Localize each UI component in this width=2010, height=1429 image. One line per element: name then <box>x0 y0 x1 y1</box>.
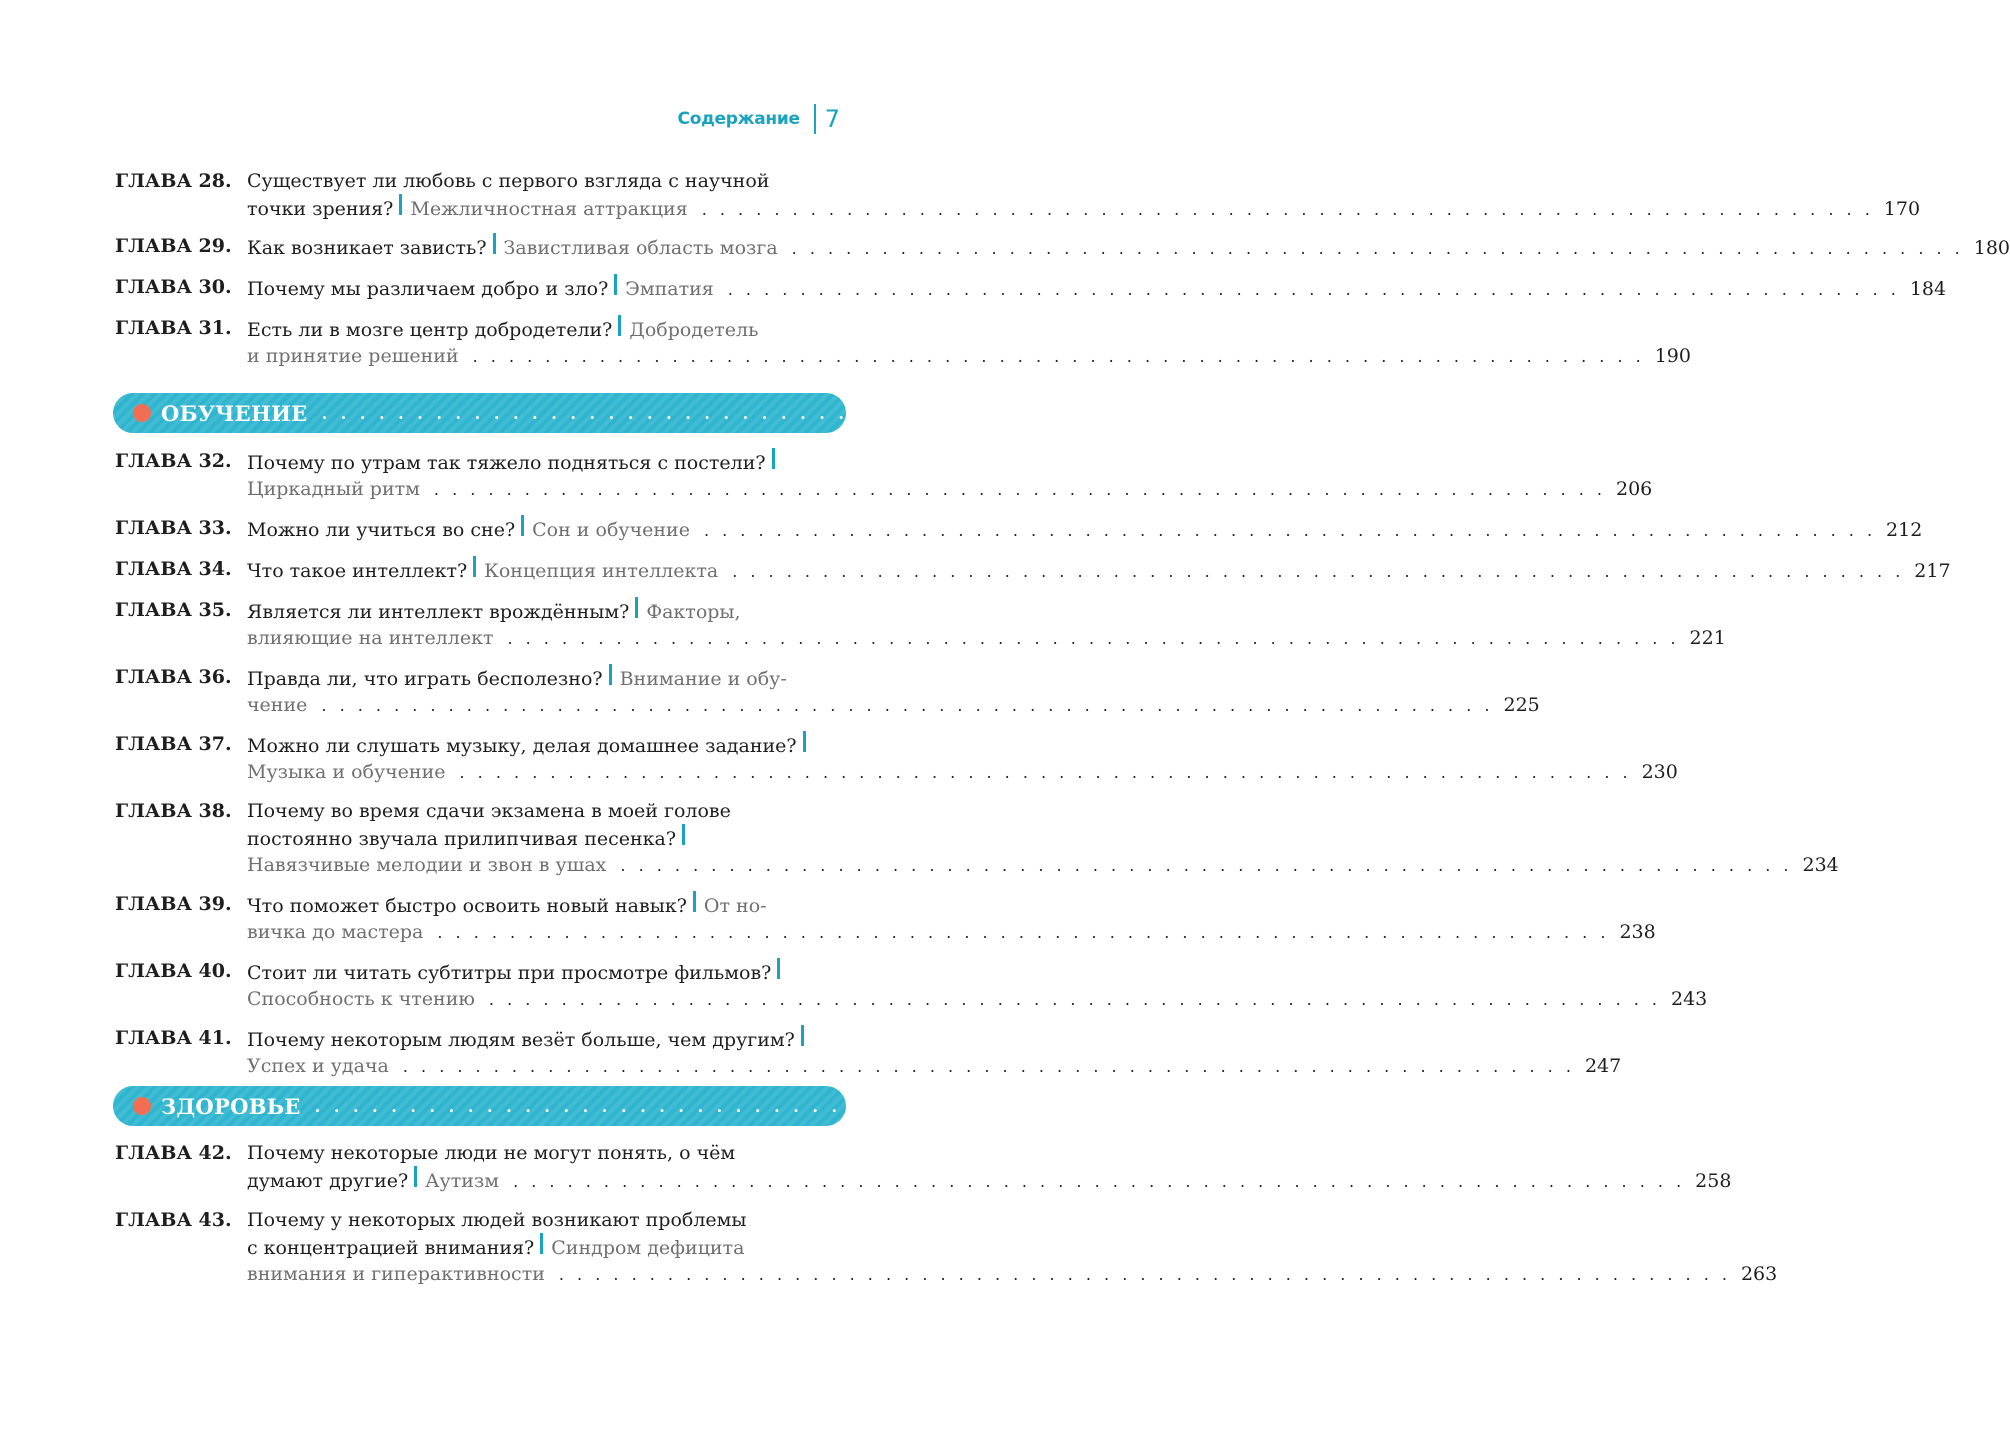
chapter-question: Почему у некоторых людей возникают проблемы <box>247 1209 747 1231</box>
dot-leader: . . . . . . . . . . . . . . . . . . . . . . . . . . . . . . . . . . . . . . . . . . . . . . . . . . . . . . . . . . . . . . . . . <box>459 763 1632 782</box>
dot-leader: . . . . . . . . . . . . . . . . . . . . . . . . . . . . . . . . . . . . . . . . . . . . . . . . . . . . . . . . . . . . . . . . . <box>701 200 1874 219</box>
chapter-question: Почему во время сдачи экзамена в моей голове <box>247 800 731 822</box>
toc-entry-30[interactable] <box>115 274 1947 303</box>
chapter-label: ГЛАВА 29. <box>115 235 232 257</box>
chapter-page: 263 <box>1740 1263 1778 1285</box>
chapter-question: Существует ли любовь с первого взгляда с научной <box>247 170 770 192</box>
chapter-question: Почему некоторые люди не могут понять, о чём <box>247 1142 736 1164</box>
section-title-health: ЗДОРОВЬЕ <box>161 1093 301 1119</box>
chapter-label: ГЛАВА 31. <box>115 317 232 339</box>
toc-entry-34[interactable] <box>115 556 1951 585</box>
chapter-label: ГЛАВА 32. <box>115 450 232 472</box>
chapter-topic: Циркадный ритм <box>247 478 420 500</box>
toc-entry-31[interactable] <box>115 315 1691 370</box>
chapter-topic-cont: чение <box>247 694 308 716</box>
chapter-question: Почему некоторым людям везёт больше, чем другим? <box>247 1029 795 1051</box>
section-title: Содержание <box>677 109 800 129</box>
dot-leader: . . . . . . . . . . . . . . . . . . . . . . . . . . . . . . . . . . . . . . . . . . . . . . . . . . . . . . . . . . . . . . . . . <box>558 1265 1731 1284</box>
topic-separator <box>473 556 476 577</box>
topic-separator <box>493 233 496 254</box>
dot-leader: . . . . . . . . . . . . . . . . . . . . . . . . . . . . . . . . . . . . . . . . . . . . . . . . . . . . . . . . . . . . . . . . . <box>472 347 1645 366</box>
chapter-label: ГЛАВА 42. <box>115 1142 232 1164</box>
chapter-label: ГЛАВА 40. <box>115 960 232 982</box>
chapter-label: ГЛАВА 35. <box>115 599 232 621</box>
chapter-topic: Добродетель <box>629 319 759 341</box>
chapter-topic: Аутизм <box>425 1170 500 1192</box>
chapter-label: ГЛАВА 38. <box>115 800 232 822</box>
dot-leader: . . . . . . . . . . . . . . . . . . . . . . . . . . . . . . . . . . . . . . . . . . . . . . . . . . . . . . . . . . . . . . . . . <box>513 1172 1686 1191</box>
topic-separator <box>772 448 775 469</box>
topic-separator <box>399 194 402 215</box>
dot-leader: . . . . . . . . . . . . . . . . . . . . . . . . . . . . . . . . . . . . . . . . . . . . . . . . . . . . . . . . . . . . . . . . . <box>402 1057 1575 1076</box>
chapter-question: Почему мы различаем добро и зло? <box>247 278 609 300</box>
section-dot-icon <box>133 404 151 422</box>
section-dot-icon <box>133 1097 151 1115</box>
section-page-learning: 205 <box>1568 400 1612 426</box>
toc-entry-43[interactable] <box>115 1207 1778 1288</box>
dot-leader: . . . . . . . . . . . . . . . . . . . . . . . . . . . . . . . . . . . . . . . . . . . . . . . . . . . . . . . . . . . . . . . . . <box>433 480 1606 499</box>
chapter-topic-cont: влияющие на интеллект <box>247 627 494 649</box>
section-bar-learning[interactable] <box>113 393 1612 433</box>
toc-entry-35[interactable] <box>115 597 1726 652</box>
chapter-page: 225 <box>1503 694 1540 716</box>
dot-leader: . . . . . . . . . . . . . . . . . . . . . . . . . . . . . . . . . . . . . . . . . . . . . . . . . . . . . . . . . . . . . . . . . <box>727 280 1900 299</box>
chapter-question-cont: точки зрения? <box>247 198 394 220</box>
toc-entry-37[interactable] <box>115 731 1678 786</box>
chapter-question: Как возникает зависть? <box>247 237 487 259</box>
chapter-question-cont: с концентрацией внимания? <box>247 1237 535 1259</box>
dot-leader: . . . . . . . . . . . . . . . . . . . . . . . . . . . . . . . . . . . . . . . . . . . . . . . . . . . . . . . . . . . . . . . . . <box>791 239 1964 258</box>
chapter-topic: Успех и удача <box>247 1055 389 1077</box>
chapter-question: Можно ли учиться во сне? <box>247 519 516 541</box>
dot-leader: . . . . . . . . . . . . . . . . . . . . . . . . . . . . . . . . . . . . . . . . . . . . . . . . . . . . . . . . . . . . . . . . . <box>321 696 1494 715</box>
section-title-learning: ОБУЧЕНИЕ <box>161 400 308 426</box>
chapter-question: Что поможет быстро освоить новый навык? <box>247 895 687 917</box>
chapter-page: 238 <box>1619 921 1656 943</box>
chapter-label: ГЛАВА 36. <box>115 666 232 688</box>
chapter-topic: Навязчивые мелодии и звон в ушах <box>247 854 607 876</box>
toc-entry-42[interactable] <box>115 1140 1732 1195</box>
toc-entry-41[interactable] <box>115 1025 1622 1080</box>
chapter-question: Стоит ли читать субтитры при просмотре фильмов? <box>247 962 772 984</box>
chapter-topic: Концепция интеллекта <box>484 560 719 582</box>
dot-leader: . . . . . . . . . . . . . . . . . . . . . . . . . . . . . . . . . . . . . . . . . . . . . . . . . . . . . . . . . . . . . . . . . <box>732 562 1905 581</box>
chapter-label: ГЛАВА 34. <box>115 558 232 580</box>
chapter-page: 230 <box>1641 761 1678 783</box>
chapter-question-cont: постоянно звучала прилипчивая песенка? <box>247 828 677 850</box>
toc-entry-33[interactable] <box>115 515 1923 544</box>
chapter-label: ГЛАВА 41. <box>115 1027 232 1049</box>
dot-leader: . . . . . . . . . . . . . . . . . . . . . . . . . . . . . . . . . . . . . . . . . . . . . . . . . . . . . . . . . . . . . . . . . <box>437 923 1610 942</box>
toc-entry-29[interactable] <box>115 233 2010 262</box>
topic-separator <box>414 1166 417 1187</box>
toc-entry-32[interactable] <box>115 448 1653 503</box>
dot-leader: . . . . . . . . . . . . . . . . . . . . . . . . . . . . . . . . . . . . . . . . . . . . . . . . . . . . . . . . . . . . . . . . . <box>488 990 1661 1009</box>
chapter-topic-cont: и принятие решений <box>247 345 459 367</box>
chapter-page: 206 <box>1616 478 1653 500</box>
chapter-page: 212 <box>1886 519 1923 541</box>
chapter-topic: Синдром дефицита <box>551 1237 745 1259</box>
dot-leader: . . . . . . . . . . . . . . . . . . . . . . . . . . . . . . . . . . . . . . . . . . . . . . . . . . . . . . . . . . . . . . . . . <box>507 629 1680 648</box>
chapter-topic: Факторы, <box>646 601 741 623</box>
chapter-question: Можно ли слушать музыку, делая домашнее задание? <box>247 735 797 757</box>
topic-separator <box>614 274 617 295</box>
chapter-question: Есть ли в мозге центр добродетели? <box>247 319 613 341</box>
chapter-page: 180 <box>1973 237 2010 259</box>
chapter-topic-cont: вичка до мастера <box>247 921 424 943</box>
toc-entry-40[interactable] <box>115 958 1708 1013</box>
running-head <box>678 104 840 134</box>
dot-leader: . . . . . . . . . . . . . . . . . . . . . . . . . . . . . . . . . . . . . . . . . . . . . . . . . . . . . . . . . . . . . . . . . <box>321 403 1557 423</box>
chapter-topic: Завистливая область мозга <box>503 237 778 259</box>
toc-entry-39[interactable] <box>115 891 1656 946</box>
chapter-question: Правда ли, что играть бесполезно? <box>247 668 603 690</box>
topic-separator <box>682 824 685 845</box>
section-bar-health[interactable] <box>113 1086 1606 1126</box>
chapter-topic: Музыка и обучение <box>247 761 446 783</box>
toc-group-3 <box>115 1140 1778 1288</box>
chapter-page: 170 <box>1883 198 1921 220</box>
dot-leader: . . . . . . . . . . . . . . . . . . . . . . . . . . . . . . . . . . . . . . . . . . . . . . . . . . . . . . . . . . . . . . . . . <box>620 856 1793 875</box>
page-number: 7 <box>824 105 840 133</box>
chapter-label: ГЛАВА 33. <box>115 517 232 539</box>
header-divider <box>814 104 816 134</box>
topic-separator <box>521 515 524 536</box>
topic-separator <box>803 731 806 752</box>
chapter-topic: Сон и обучение <box>532 519 690 541</box>
topic-separator <box>801 1025 804 1046</box>
chapter-topic: От но- <box>703 895 767 917</box>
chapter-question: Что такое интеллект? <box>247 560 468 582</box>
chapter-label: ГЛАВА 37. <box>115 733 232 755</box>
chapter-topic: Способность к чтению <box>247 988 475 1010</box>
section-page-health: 257 <box>1561 1093 1606 1119</box>
chapter-page: 243 <box>1671 988 1708 1010</box>
toc-entry-28[interactable] <box>115 168 1921 223</box>
topic-separator <box>540 1233 543 1254</box>
chapter-page: 221 <box>1689 627 1726 649</box>
dot-leader: . . . . . . . . . . . . . . . . . . . . . . . . . . . . . . . . . . . . . . . . . . . . . . . . . . . . . . . . . . . . . . . . . <box>703 521 1877 540</box>
chapter-page: 234 <box>1802 854 1839 876</box>
topic-separator <box>777 958 780 979</box>
topic-separator <box>693 891 696 912</box>
topic-separator <box>618 315 621 336</box>
toc-group-2 <box>115 448 1951 1080</box>
chapter-question-cont: думают другие? <box>247 1170 409 1192</box>
chapter-page: 190 <box>1654 345 1691 367</box>
chapter-page: 184 <box>1909 278 1947 300</box>
chapter-topic-cont: внимания и гиперактивности <box>247 1263 545 1285</box>
chapter-question: Почему по утрам так тяжело подняться с постели? <box>247 452 766 474</box>
chapter-label: ГЛАВА 43. <box>115 1209 232 1231</box>
toc-entry-36[interactable] <box>115 664 1540 719</box>
chapter-question: Является ли интеллект врождённым? <box>247 601 630 623</box>
topic-separator <box>635 597 638 618</box>
topic-separator <box>609 664 612 685</box>
chapter-topic: Внимание и обу- <box>619 668 787 690</box>
chapter-topic: Эмпатия <box>625 278 714 300</box>
chapter-page: 258 <box>1695 1170 1732 1192</box>
chapter-label: ГЛАВА 28. <box>115 170 232 192</box>
toc-entry-38[interactable] <box>115 798 1839 879</box>
chapter-page: 247 <box>1584 1055 1622 1077</box>
chapter-label: ГЛАВА 39. <box>115 893 232 915</box>
toc-group-1 <box>115 168 2010 370</box>
chapter-topic: Межличностная аттракция <box>410 198 688 220</box>
chapter-label: ГЛАВА 30. <box>115 276 232 298</box>
chapter-page: 217 <box>1914 560 1951 582</box>
dot-leader: . . . . . . . . . . . . . . . . . . . . . . . . . . . . . . . . . . . . . . . . . . . . . . . . . . . . . . . . . . . . . . . . . <box>314 1096 1550 1116</box>
